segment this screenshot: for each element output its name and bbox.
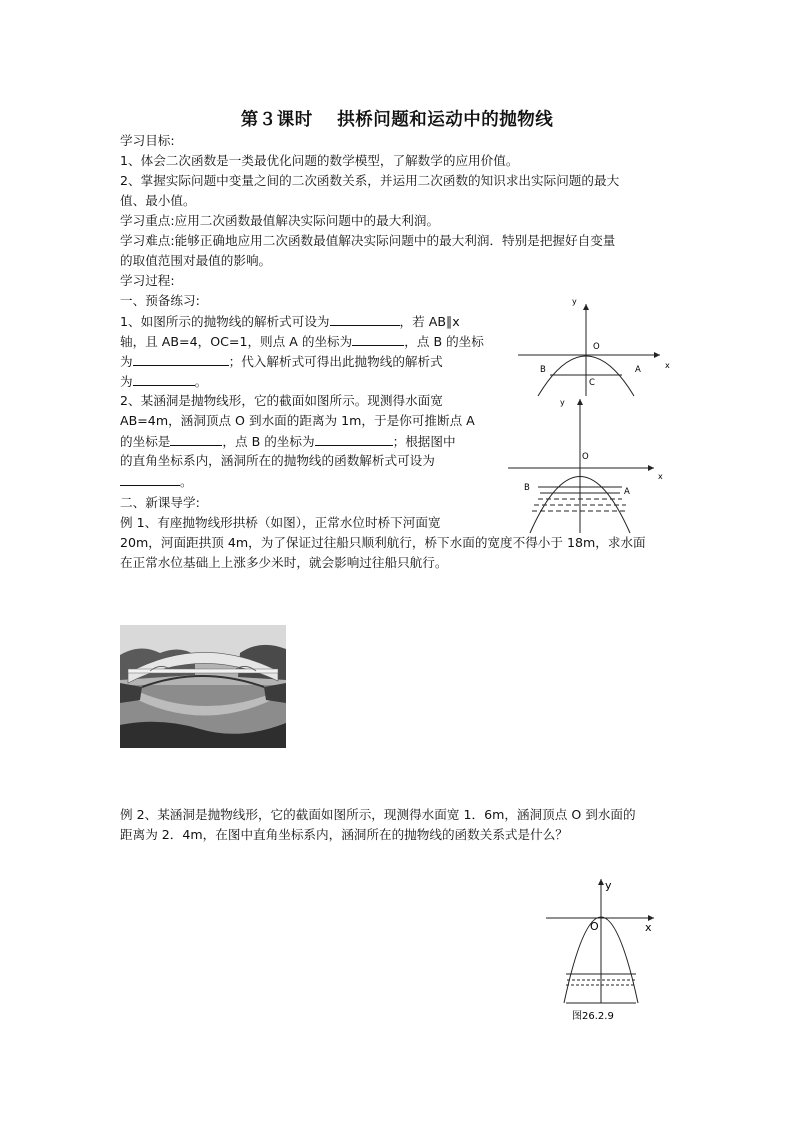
answer-blank[interactable] [120,471,180,486]
fig3-y-label: y [605,879,612,892]
objective-item-2-line-1: 2、掌握实际问题中变量之间的二次函数关系，并运用二次函数的知识求出实际问题的最大 [120,173,620,188]
answer-blank[interactable] [330,311,400,326]
fig2-y-label: y [560,398,565,407]
q1-text-d: ，点 B 的坐标 [404,334,484,349]
arch-bridge-photo [120,625,286,748]
q1-text-f: ；代入解析式可得出此抛物线的解析式 [228,354,443,369]
fig2-b-label: B [524,483,530,493]
example-1-line-1: 例 1、有座抛物线形拱桥（如图），正常水位时桥下河面宽 [120,515,441,530]
process-heading: 学习过程: [120,273,175,288]
answer-blank[interactable] [133,351,229,366]
example-2-line-2: 距离为 2．4m，在图中直角坐标系内，涵洞所在的抛物线的函数关系式是什么？ [120,827,568,842]
objective-item-2-line-2: 值、最小值。 [120,193,196,208]
question-1-line-3 [120,351,443,372]
fig3-o-label: O [590,920,599,933]
example-2-line-1: 例 2、某涵洞是抛物线形，它的截面如图所示，现测得水面宽 1．6m，涵洞顶点 O 到水面的 [120,807,636,822]
question-2-line-2: AB=4m，涵洞顶点 O 到水面的距离为 1m，于是你可推断点 A [120,413,475,428]
fig1-o-label: O [593,342,600,352]
fig2-a-label: A [624,487,630,497]
figure-3-culvert [540,875,665,1023]
q1-text-g: 为 [120,374,133,389]
page-title: 第３课时 拱桥问题和运动中的抛物线 [240,110,554,130]
objectives-heading: 学习目标: [120,133,175,148]
q2-text-d: 。 [180,474,193,489]
question-1-line-4 [120,371,207,392]
question-1-line-2 [120,331,484,352]
question-2-line-3 [120,431,456,452]
question-2-line-4: 的直角坐标系内，涵洞所在的抛物线的函数解析式可设为 [120,453,435,468]
fig3-x-label: x [645,921,652,934]
fig2-x-label: x [658,472,663,481]
example-1-line-2: 20m，河面距拱顶 4m，为了保证过往船只顺利航行，桥下水面的宽度不得小于 18m，求水面 [120,535,646,550]
q1-text-a: 1、如图所示的抛物线的解析式可设为 [120,314,330,329]
answer-blank[interactable] [133,371,195,386]
q2-text-b: ，点 B 的坐标为 [222,434,315,449]
figure-1-parabola [500,292,680,397]
answer-blank[interactable] [170,431,222,446]
fig1-c-label: C [589,378,595,388]
q1-text-c: 轴，且 AB=4，OC=1，则点 A 的坐标为 [120,334,353,349]
question-2-line-1: 2、某涵洞是抛物线形，它的截面如图所示。现测得水面宽 [120,393,443,408]
preview-heading: 一、预备练习: [120,293,200,308]
question-1-line-1 [120,311,460,332]
question-2-line-5 [120,471,193,492]
fig1-a-label: A [635,365,641,375]
q1-text-e: 为 [120,354,133,369]
fig1-x-label: x [665,361,670,370]
q2-text-a: 的坐标是 [120,434,171,449]
objective-item-1: 1、体会二次函数是一类最优化问题的数学模型，了解数学的应用价值。 [120,153,519,168]
new-lesson-heading: 二、新课导学: [120,495,200,510]
key-point: 学习重点:应用二次函数最值解决实际问题中的最大利润。 [120,213,440,228]
difficulty-line-1: 学习难点:能够正确地应用二次函数最值解决实际问题中的最大利润．特别是把握好自变量 [120,233,616,248]
example-1-line-3: 在正常水位基础上上涨多少米时，就会影响过往船只航行。 [120,555,448,570]
q1-text-b: ，若 AB∥x [399,314,460,329]
q1-text-h: 。 [194,374,208,389]
fig2-o-label: O [582,452,589,462]
q2-text-c: ；根据图中 [392,434,456,449]
answer-blank[interactable] [352,331,404,346]
difficulty-line-2: 的取值范围对最值的影响。 [120,253,272,268]
fig1-y-label: y [572,297,577,306]
answer-blank[interactable] [315,431,393,446]
figure-2-culvert [500,395,670,535]
fig1-b-label: B [540,365,546,375]
fig3-caption: 图26.2.9 [572,1011,614,1022]
